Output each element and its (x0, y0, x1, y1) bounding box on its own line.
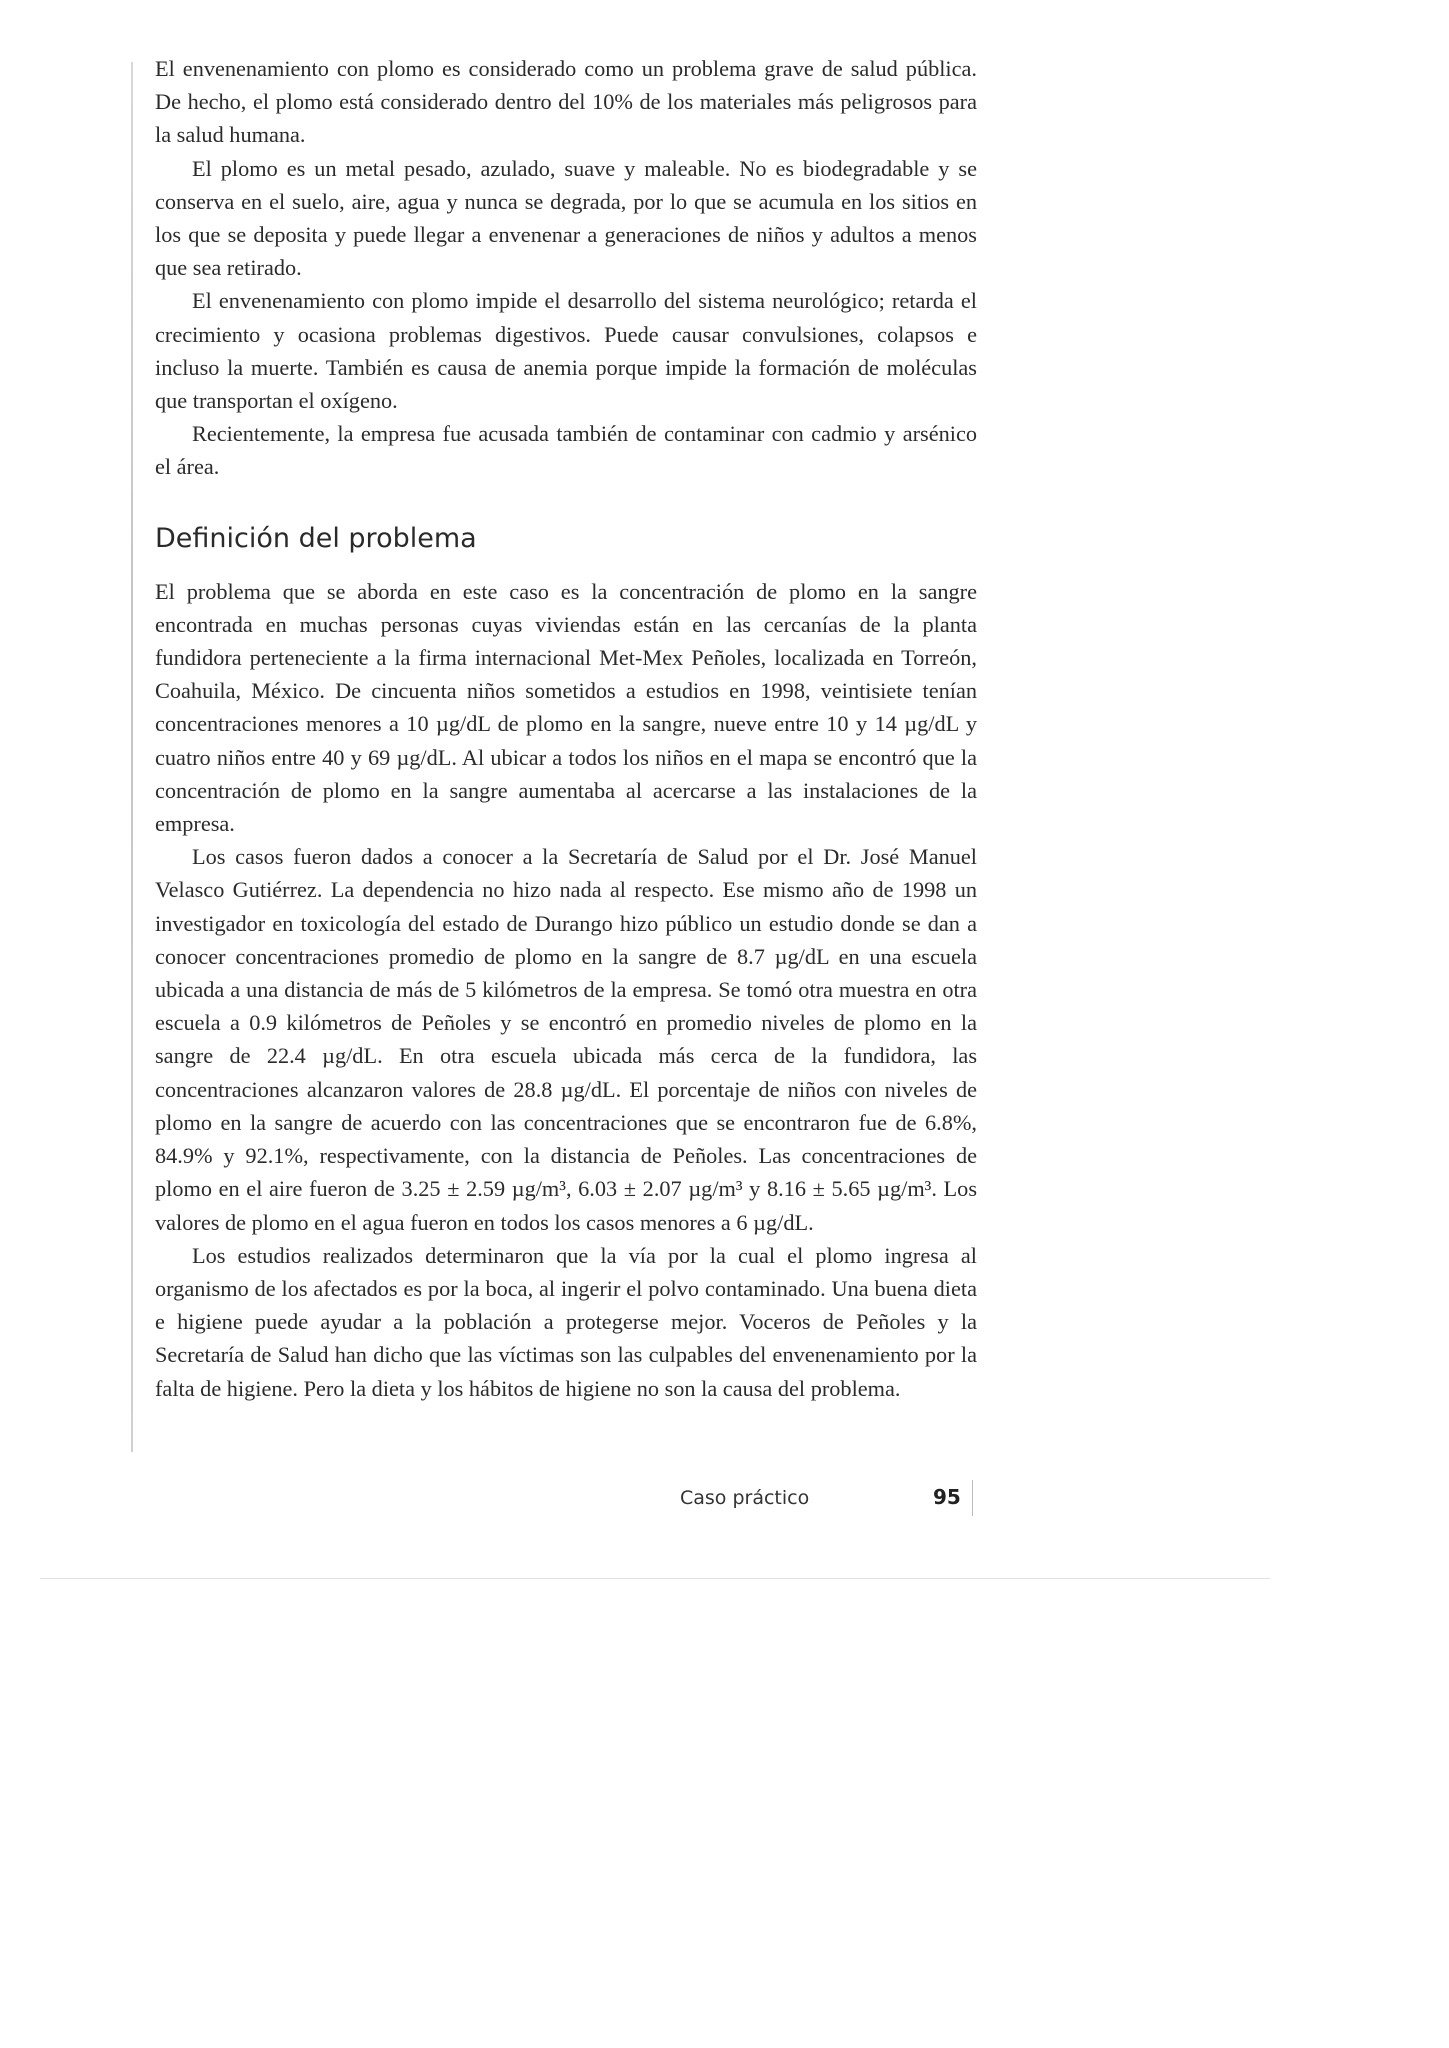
scan-rule-line (40, 1578, 1270, 1579)
section-heading: Definición del problema (155, 522, 477, 554)
scan-edge-line (131, 62, 133, 1452)
footer-divider (972, 1480, 973, 1516)
section-paragraph-1: El problema que se aborda en este caso es la concentración de plomo en la sangre encontrada en muchas personas cuyas viviendas están en las cercanías de la planta fundidora perteneciente a la firma internacional Met-Mex Peñoles, localizada en Torreón, Coahuila, México. De cincuenta niños sometidos a estudios en 1998, veintisiete tenían concentraciones menores a 10 µg/dL de plomo en la sangre, nueve entre 10 y 14 µg/dL y cuatro niños entre 40 y 69 µg/dL. Al ubicar a todos los niños en el mapa se encontró que la concentración de plomo en la sangre aumentaba al acercarse a las instalaciones de la empresa. (155, 578, 977, 837)
intro-paragraph-1: El envenenamiento con plomo es considerado como un problema grave de salud pública. De hecho, el plomo está considerado dentro del 10% de los materiales más peligrosos para la salud humana. (155, 56, 977, 148)
text-column (155, 52, 977, 1405)
section-paragraph-3: Los estudios realizados determinaron que la vía por la cual el plomo ingresa al organismo de los afectados es por la boca, al ingerir el polvo contaminado. Una buena dieta e higiene puede ayudar a la población a protegerse mejor. Voceros de Peñoles y la Secretaría de Salud han dicho que las víctimas son las culpables del envenenamiento por la falta de higiene. Pero la dieta y los hábitos de higiene no son la causa del problema. (155, 1242, 977, 1401)
intro-paragraph-4: Recientemente, la empresa fue acusada también de contaminar con cadmio y arsénico el área. (155, 421, 977, 480)
intro-paragraph-3: El envenenamiento con plomo impide el desarrollo del sistema neurológico; retarda el crecimiento y ocasiona problemas digestivos. Puede causar convulsiones, colapsos e incluso la muerte. También es causa de anemia porque impide la formación de moléculas que transportan el oxígeno. (155, 288, 977, 414)
section-paragraph-2: Los casos fueron dados a conocer a la Secretaría de Salud por el Dr. José Manuel Velasco Gutiérrez. La dependencia no hizo nada al respecto. Ese mismo año de 1998 un investigador en toxicología del estado de Durango hizo público un estudio donde se dan a conocer concentraciones promedio de plomo en la sangre de 8.7 µg/dL en una escuela ubicada a una distancia de más de 5 kilómetros de la empresa. Se tomó otra muestra en otra escuela a 0.9 kilómetros de Peñoles y se encontró en promedio niveles de plomo en la sangre de 22.4 µg/dL. En otra escuela ubicada más cerca de la fundidora, las concentraciones alcanzaron valores de 28.8 µg/dL. El porcentaje de niños con niveles de plomo en la sangre de acuerdo con las concentraciones que se encontraron fue de 6.8%, 84.9% y 92.1%, respectivamente, con la distancia de Peñoles. Las concentraciones de plomo en el aire fueron de 3.25 ± 2.59 µg/m³, 6.03 ± 2.07 µg/m³ y 8.16 ± 5.65 µg/m³. Los valores de plomo en el agua fueron en todos los casos menores a 6 µg/dL. (155, 844, 977, 1235)
intro-paragraph-2: El plomo es un metal pesado, azulado, suave y maleable. No es biodegradable y se conserva en el suelo, aire, agua y nunca se degrada, por lo que se acumula en los sitios en los que se deposita y puede llegar a envenenar a generaciones de niños y adultos a menos que sea retirado. (155, 155, 977, 281)
footer-title: Caso práctico (680, 1487, 810, 1509)
page-number: 95 (933, 1485, 961, 1509)
